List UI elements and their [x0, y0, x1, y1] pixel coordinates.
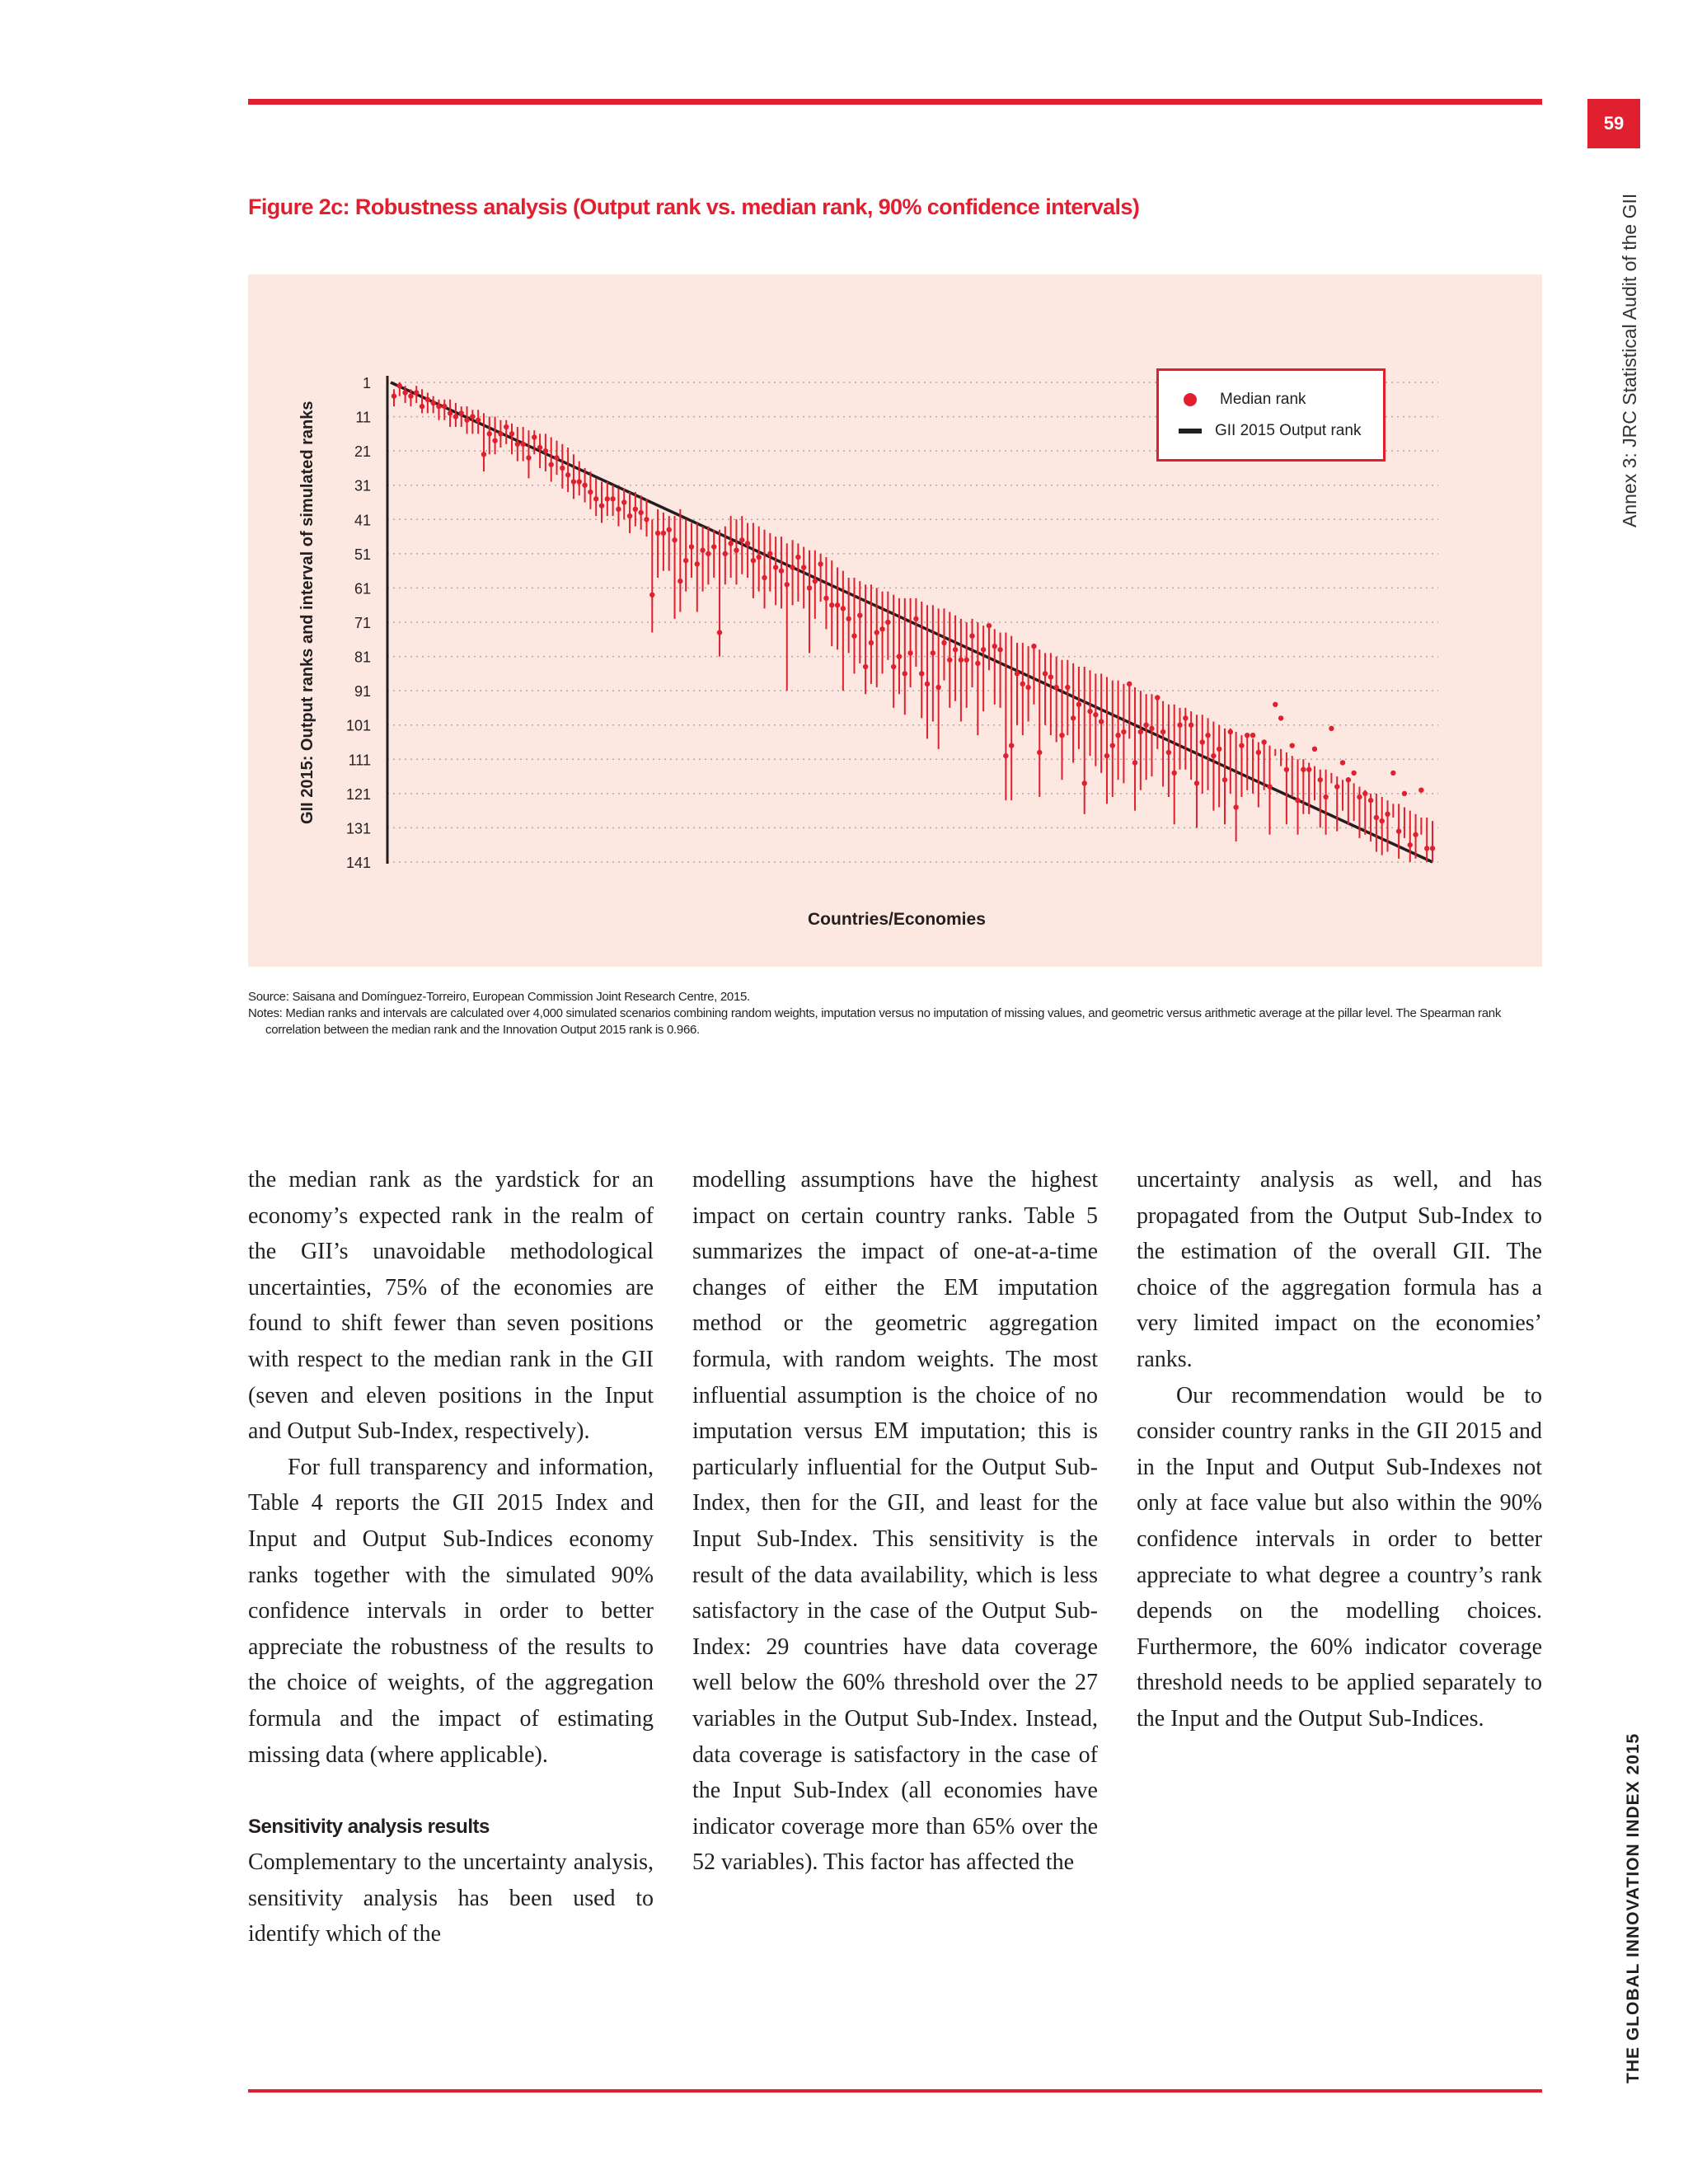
median-rank-point — [913, 616, 918, 621]
median-rank-point — [1368, 798, 1373, 803]
median-rank-point — [605, 496, 610, 501]
median-rank-point — [627, 513, 632, 518]
median-rank-point — [981, 647, 986, 652]
figure-notes-text: Notes: Median ranks and intervals are calculated over 4,000 simulated scenarios combining random weights, imputation versus no imputation of missing values, and geometric versus arithmetic average at the pillar level. The Spearman rank correlation between the median rank and the Innovation Output 2015 rank is 0.966. — [248, 1006, 1502, 1037]
median-rank-point — [1099, 719, 1104, 724]
median-rank-point — [879, 626, 884, 631]
median-rank-point — [757, 555, 762, 560]
median-rank-point — [835, 602, 840, 607]
median-rank-point — [1048, 674, 1053, 679]
median-rank-point — [1110, 743, 1115, 748]
median-rank-point — [436, 404, 441, 409]
y-tick-label: 81 — [354, 649, 371, 666]
median-rank-point — [885, 620, 890, 625]
median-rank-point — [739, 537, 744, 542]
median-rank-point — [1059, 733, 1064, 738]
median-rank-point — [672, 537, 677, 542]
median-rank-point — [790, 565, 795, 569]
median-rank-point — [1076, 702, 1081, 707]
median-rank-point — [919, 671, 924, 676]
y-tick-label: 71 — [354, 615, 371, 631]
page-number: 59 — [1587, 99, 1640, 148]
median-rank-point — [453, 414, 458, 419]
median-rank-point — [1301, 767, 1306, 772]
median-rank-point — [813, 579, 818, 583]
median-rank-point — [1053, 685, 1058, 690]
median-rank-point — [959, 658, 964, 663]
median-rank-point — [1149, 726, 1154, 731]
median-rank-point — [1065, 685, 1070, 690]
median-rank-point — [695, 561, 700, 566]
median-rank-point — [549, 462, 554, 467]
median-rank-point — [526, 455, 531, 460]
median-rank-point — [1318, 777, 1323, 782]
median-rank-point — [1015, 671, 1020, 676]
section-heading: Sensitivity analysis results — [248, 1815, 490, 1838]
median-rank-point — [1172, 771, 1177, 776]
median-rank-point — [1020, 682, 1025, 687]
median-rank-point — [1351, 771, 1356, 776]
median-rank-point — [857, 612, 862, 617]
median-rank-point — [1273, 702, 1278, 707]
median-rank-point — [846, 616, 851, 621]
median-rank-point — [1082, 780, 1087, 785]
median-rank-point — [1430, 846, 1435, 851]
median-rank-point — [1222, 777, 1227, 782]
median-rank-point — [1261, 739, 1266, 744]
median-rank-point — [751, 558, 756, 563]
median-rank-point — [498, 431, 503, 436]
median-rank-point — [931, 650, 935, 655]
median-rank-point — [874, 630, 879, 635]
median-rank-point — [1390, 771, 1395, 776]
y-tick-label: 61 — [354, 580, 371, 598]
median-rank-point — [1071, 715, 1076, 720]
median-rank-point — [1250, 733, 1255, 738]
median-rank-point — [907, 650, 912, 655]
y-tick-label: 11 — [355, 409, 371, 426]
median-rank-point — [397, 383, 402, 388]
median-rank-point — [897, 654, 902, 658]
median-rank-point — [470, 414, 475, 419]
median-rank-point — [1380, 818, 1385, 823]
median-rank-point — [1031, 644, 1036, 649]
median-rank-point — [509, 431, 514, 436]
median-rank-point — [1228, 729, 1233, 734]
median-rank-point — [935, 685, 940, 690]
median-rank-point — [1402, 791, 1407, 796]
median-rank-point — [1385, 812, 1390, 817]
median-rank-point — [1143, 723, 1148, 728]
median-rank-point — [779, 568, 784, 573]
median-rank-point — [1233, 804, 1238, 809]
y-tick-label: 111 — [348, 752, 371, 769]
median-rank-point — [442, 404, 447, 409]
median-rank-point — [745, 541, 750, 546]
x-axis-title: Countries/Economies — [808, 910, 986, 929]
median-rank-point — [717, 630, 722, 635]
median-rank-point — [818, 561, 823, 566]
median-rank-point — [537, 445, 542, 450]
median-rank-point — [1245, 733, 1250, 738]
median-rank-point — [1087, 709, 1092, 714]
median-rank-point — [728, 541, 733, 546]
median-rank-point — [1357, 794, 1362, 799]
text-column-2 — [692, 1162, 1098, 1881]
median-rank-point — [1003, 753, 1008, 758]
median-rank-point — [1267, 784, 1272, 789]
legend-item-output — [1182, 422, 1361, 440]
median-rank-point — [773, 565, 778, 569]
legend-item-median — [1182, 391, 1306, 409]
median-rank-point — [464, 418, 469, 423]
median-rank-point — [1155, 695, 1160, 700]
y-tick-label: 101 — [345, 717, 371, 734]
median-rank-point — [408, 393, 413, 398]
median-rank-point — [459, 410, 464, 415]
median-rank-point — [644, 517, 649, 522]
median-dot-icon — [1184, 393, 1197, 406]
median-rank-point — [565, 472, 570, 477]
median-rank-point — [1194, 780, 1199, 785]
median-rank-point — [807, 585, 812, 590]
median-rank-point — [520, 442, 525, 447]
median-rank-point — [711, 544, 716, 549]
median-rank-point — [481, 452, 486, 457]
median-rank-point — [1043, 671, 1048, 676]
median-rank-point — [633, 507, 638, 512]
figure-title: Figure 2c: Robustness analysis (Output rank vs. median rank, 90% confidence intervals) — [248, 194, 1140, 219]
median-rank-point — [554, 455, 559, 460]
median-rank-point — [1408, 842, 1413, 847]
median-rank-point — [925, 682, 930, 687]
median-rank-point — [1239, 743, 1244, 748]
y-tick-label: 141 — [345, 855, 371, 871]
median-rank-point — [734, 548, 738, 553]
median-rank-point — [430, 401, 435, 405]
median-rank-point — [1177, 723, 1182, 728]
paragraph: Our recommendation would be to consider country ranks in the GII 2015 and in the Input and Output Sub-Indexes not only at face value but also within the 90% confidence intervals in order to better appreciate to what degree a country’s rank depends on the modelling choices. Furthermore, the 60% indicator coverage threshold needs to be applied separately to the Input and the Output Sub-Indices. — [1137, 1382, 1542, 1732]
median-rank-point — [392, 393, 396, 398]
median-rank-point — [667, 527, 672, 532]
median-rank-point — [1211, 753, 1216, 758]
median-rank-point — [1160, 729, 1165, 734]
median-rank-point — [1374, 815, 1379, 820]
median-rank-point — [903, 671, 907, 676]
paragraph: the median rank as the yardstick for an economy’s expected rank in the realm of the GII’s unavoidable methodological uncertainties, 75% of the economies are found to shift fewer than seven positions with respect to the median rank in the GII (seven and eleven positions in the Input and Output Sub-Index, respectively). — [248, 1167, 654, 1445]
median-rank-point — [869, 640, 874, 645]
median-rank-point — [1132, 760, 1137, 765]
median-rank-point — [678, 579, 682, 583]
bottom-rule — [248, 2089, 1542, 2093]
median-rank-point — [532, 434, 537, 439]
running-header: Annex 3: JRC Statistical Audit of the GII — [1619, 193, 1640, 527]
median-rank-point — [1205, 733, 1210, 738]
paragraph: For full transparency and information, Table 4 reports the GII 2015 Index and Input and Output Sub-Indices economy ranks together with the simulated 90% confidence intervals in order to better appreciate the robustness of the results to the choice of weights, of the aggregation formula and the impact of estimating missing data (where applicable). — [248, 1454, 654, 1768]
figure-notes — [248, 989, 1542, 1038]
median-rank-point — [1256, 750, 1261, 755]
median-rank-point — [414, 390, 419, 395]
paragraph: modelling assumptions have the highest impact on certain country ranks. Table 5 summarizes the impact of one-at-a-time changes of either the EM imputation method or the geometric aggregation formula, with random weights. The most influential assumption is the choice of no imputation versus EM imputation; this is particularly influential for the Output Sub-Index, then for the GII, and least for the Input Sub-Index. This sensitivity is the result of the data availability, which is less satisfactory in the case of the Output Sub-Index: 29 countries have data coverage well below the 60% threshold over the 27 variables in the Output Sub-Index. Instead, data coverage is satisfactory in the case of the Input Sub-Index (all economies have indicator coverage more than 65% over the 52 variables). This factor has affected the — [692, 1167, 1098, 1876]
chart-legend — [1156, 368, 1386, 462]
paragraph: Complementary to the uncertainty analysis, sensitivity analysis has been used to identify which of the — [248, 1849, 654, 1947]
median-rank-point — [1413, 832, 1418, 837]
median-rank-point — [593, 496, 598, 501]
median-rank-point — [975, 661, 980, 666]
y-tick-label: 131 — [345, 820, 371, 837]
median-rank-point — [655, 531, 660, 536]
legend-label-median: Median rank — [1220, 391, 1306, 408]
y-tick-label: 41 — [354, 512, 371, 529]
median-rank-point — [571, 479, 576, 484]
median-rank-point — [577, 479, 582, 484]
median-rank-point — [1025, 685, 1030, 690]
median-rank-point — [610, 496, 615, 501]
median-rank-point — [1138, 729, 1143, 734]
median-rank-point — [947, 658, 952, 663]
median-rank-point — [638, 510, 643, 515]
median-rank-point — [1295, 798, 1300, 803]
y-tick-label: 21 — [354, 443, 371, 461]
median-rank-point — [829, 602, 834, 607]
figure-source: Source: Saisana and Domínguez-Torreiro, European Commission Joint Research Centre, 2015. — [248, 990, 750, 1004]
median-rank-point — [661, 531, 666, 536]
median-rank-point — [1127, 682, 1132, 687]
median-rank-point — [402, 390, 407, 395]
median-rank-point — [1093, 712, 1098, 717]
median-rank-point — [1115, 733, 1120, 738]
median-rank-point — [851, 633, 856, 638]
median-rank-point — [1312, 747, 1317, 752]
median-rank-point — [1306, 767, 1311, 772]
median-rank-point — [997, 647, 1002, 652]
median-rank-point — [689, 544, 694, 549]
median-rank-point — [616, 507, 621, 512]
robustness-chart — [0, 0, 1688, 989]
median-rank-point — [1121, 729, 1126, 734]
median-rank-point — [515, 442, 520, 447]
median-rank-point — [476, 418, 481, 423]
y-tick-label: 1 — [362, 375, 371, 391]
median-rank-point — [969, 633, 974, 638]
median-rank-point — [992, 644, 997, 649]
median-rank-point — [599, 503, 604, 508]
text-column-3 — [1137, 1162, 1542, 1737]
median-rank-point — [1009, 743, 1014, 748]
median-rank-point — [1424, 846, 1429, 851]
median-rank-point — [1183, 715, 1188, 720]
median-rank-point — [767, 551, 772, 556]
median-rank-point — [1189, 723, 1193, 728]
median-rank-point — [1037, 750, 1042, 755]
median-rank-point — [1278, 715, 1283, 720]
median-rank-point — [560, 466, 565, 471]
median-rank-point — [941, 640, 946, 645]
median-rank-point — [543, 448, 548, 453]
median-rank-point — [1323, 794, 1328, 799]
median-rank-point — [700, 548, 705, 553]
median-rank-point — [795, 555, 800, 560]
median-rank-point — [1396, 828, 1401, 833]
median-rank-point — [621, 499, 626, 504]
median-rank-point — [448, 410, 452, 415]
median-rank-point — [863, 664, 868, 669]
median-rank-point — [582, 483, 587, 488]
median-rank-point — [425, 397, 430, 402]
median-rank-point — [987, 623, 992, 628]
median-rank-point — [1334, 784, 1339, 789]
median-rank-point — [420, 404, 424, 409]
output-line-icon — [1179, 429, 1202, 434]
median-rank-point — [1104, 753, 1109, 758]
y-tick-label: 91 — [354, 683, 371, 701]
paragraph: uncertainty analysis as well, and has propagated from the Output Sub-Index to the estimation of the overall GII. The choice of the aggregation formula has a very limited impact on the economies’ ranks. — [1137, 1167, 1542, 1372]
y-axis-title: GII 2015: Output ranks and interval of simulated ranks — [298, 401, 316, 824]
median-rank-point — [1200, 739, 1205, 744]
median-rank-point — [891, 664, 896, 669]
median-rank-point — [762, 575, 767, 580]
publication-title: THE GLOBAL INNOVATION INDEX 2015 — [1624, 1732, 1643, 2083]
median-rank-point — [1362, 791, 1367, 796]
median-rank-point — [588, 490, 593, 494]
median-rank-point — [1340, 760, 1345, 765]
median-rank-point — [1418, 788, 1423, 793]
y-tick-label: 51 — [354, 546, 371, 563]
median-rank-point — [706, 551, 710, 556]
median-rank-point — [801, 565, 806, 569]
median-rank-point — [723, 551, 728, 556]
legend-label-output: GII 2015 Output rank — [1215, 422, 1362, 439]
median-rank-point — [1166, 750, 1171, 755]
y-tick-label: 31 — [354, 477, 371, 494]
median-rank-point — [841, 606, 846, 611]
median-rank-point — [1217, 747, 1221, 752]
median-rank-point — [1346, 777, 1351, 782]
text-column-1 — [248, 1162, 654, 1952]
median-rank-point — [964, 658, 969, 663]
median-rank-point — [785, 582, 790, 587]
median-rank-point — [1284, 767, 1289, 772]
median-rank-point — [1329, 726, 1334, 731]
y-tick-label: 121 — [345, 785, 371, 803]
median-rank-point — [492, 438, 497, 443]
median-rank-point — [823, 596, 828, 601]
median-rank-point — [953, 647, 958, 652]
median-rank-point — [683, 558, 688, 563]
median-rank-point — [1290, 743, 1295, 748]
median-rank-point — [649, 593, 654, 598]
median-rank-point — [487, 431, 492, 436]
median-rank-point — [504, 424, 509, 429]
